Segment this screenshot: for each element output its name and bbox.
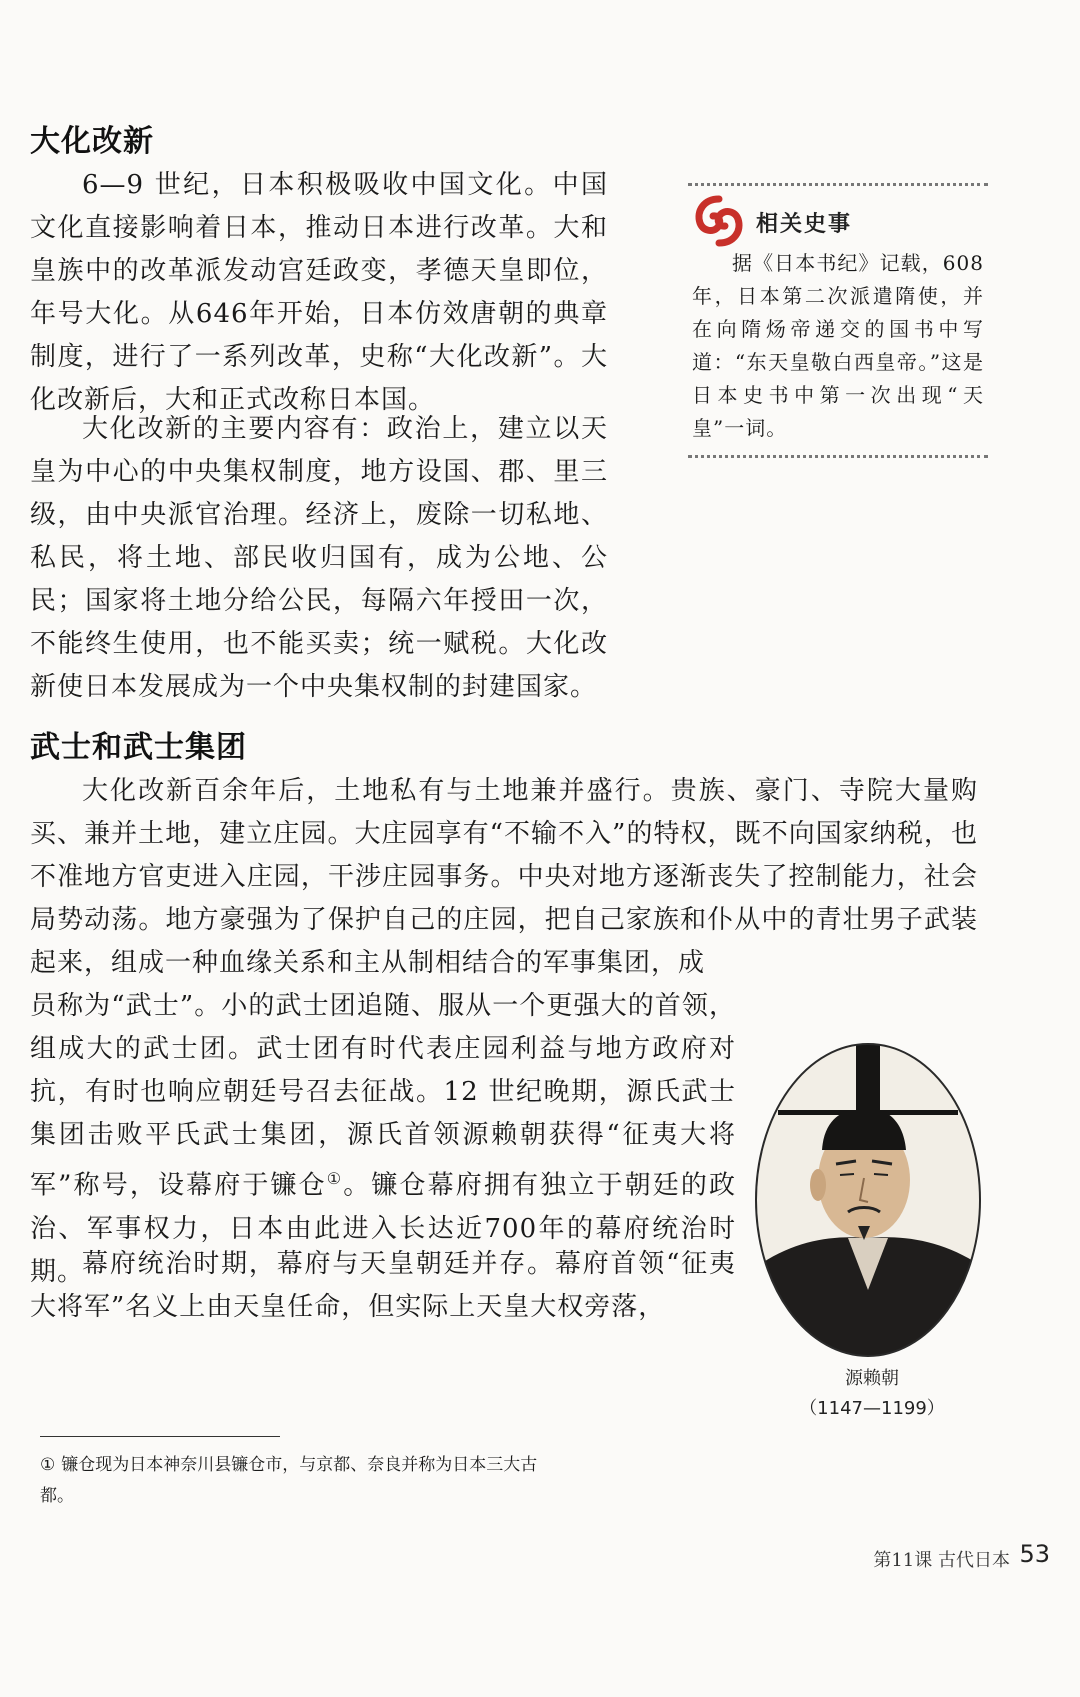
paragraph: 大化改新的主要内容有：政治上，建立以天皇为中心的中央集权制度，地方设国、郡、里三级，由中央派官治理。经济上，废除一切私地、私民，将土地、部民收归国有，成为公地、公民；国家将土地分给公民，每隔六年授田一次，不能终生使用，也不能买卖；统一赋税。大化改新使日本发展成为一个中央集权制的封建国家。 [30, 414, 608, 702]
lesson-footer: 第11课 古代日本 [873, 1550, 1010, 1571]
footnote-text: 镰仓现为日本神奈川县镰仓市，与京都、奈良并称为日本三大古都。 [40, 1455, 538, 1506]
footnote-mark: ① [40, 1455, 56, 1475]
footnote [40, 1450, 540, 1512]
sidebar-text: 据《日本书纪》记载，608年，日本第二次派遣隋使，并在向隋炀帝递交的国书中写道：“东天皇敬白西皇帝。”这是日本史书中第一次出现“天皇”一词。 [692, 251, 984, 440]
page-number: 53 [1019, 1540, 1050, 1568]
sidebar-title: 相关史事 [756, 212, 853, 237]
related-history-sidebar [688, 183, 988, 463]
paragraph-text: 。镰仓幕府拥有独立于朝廷的政治、军事权力，日本由此进入长达近700年的幕府统治时期。 [30, 1170, 736, 1287]
paragraph: 幕府统治时期，幕府与天皇朝廷并存。幕府首领“征夷大将军”名义上由天皇任命，但实际上天皇大权旁落， [30, 1249, 736, 1322]
sidebar-header [688, 191, 988, 251]
swirl-icon [688, 191, 750, 251]
paragraph-text: 员称为“武士”。小的武士团追随、服从一个更强大的首领，组成大的武士团。武士团有时代表庄园利益与地方政府对抗，有时也响应朝廷号召去征战。12 世纪晚期，源氏武士集团击败平氏武士集团，源氏首领源赖朝获得“征夷大将军”称号，设幕府于镰仓 [30, 991, 736, 1201]
section-heading-samurai: 武士和武士集团 [30, 730, 247, 765]
paragraph: 6—9 世纪，日本积极吸收中国文化。中国文化直接影响着日本，推动日本进行改革。大和皇族中的改革派发动宫廷政变，孝德天皇即位，年号大化。从646年开始，日本仿效唐朝的典章制度，进行了一系列改革，史称“大化改新”。大化改新后，大和正式改称日本国。 [30, 170, 608, 415]
footnote-divider [40, 1436, 280, 1437]
portrait-image [752, 1040, 984, 1360]
portrait-caption-name: 源赖朝 [845, 1368, 899, 1389]
dotted-divider-top [688, 183, 988, 186]
paragraph: 大化改新百余年后，土地私有与土地兼并盛行。贵族、豪门、寺院大量购买、兼并土地，建立庄园。大庄园享有“不输不入”的特权，既不向国家纳税，也不准地方官吏进入庄园，干涉庄园事务。中央对地方逐渐丧失了控制能力，社会局势动荡。地方豪强为了保护自己的庄园，把自己家族和仆从中的青壮男子武装起来，组成一种血缘关系和主从制相结合的军事集团，成 [30, 776, 978, 978]
footnote-reference[interactable]: ① [326, 1169, 344, 1188]
section-heading-taika-reform: 大化改新 [30, 124, 154, 159]
portrait-caption-years: （1147—1199） [799, 1398, 945, 1419]
dotted-divider-bottom [688, 455, 988, 458]
